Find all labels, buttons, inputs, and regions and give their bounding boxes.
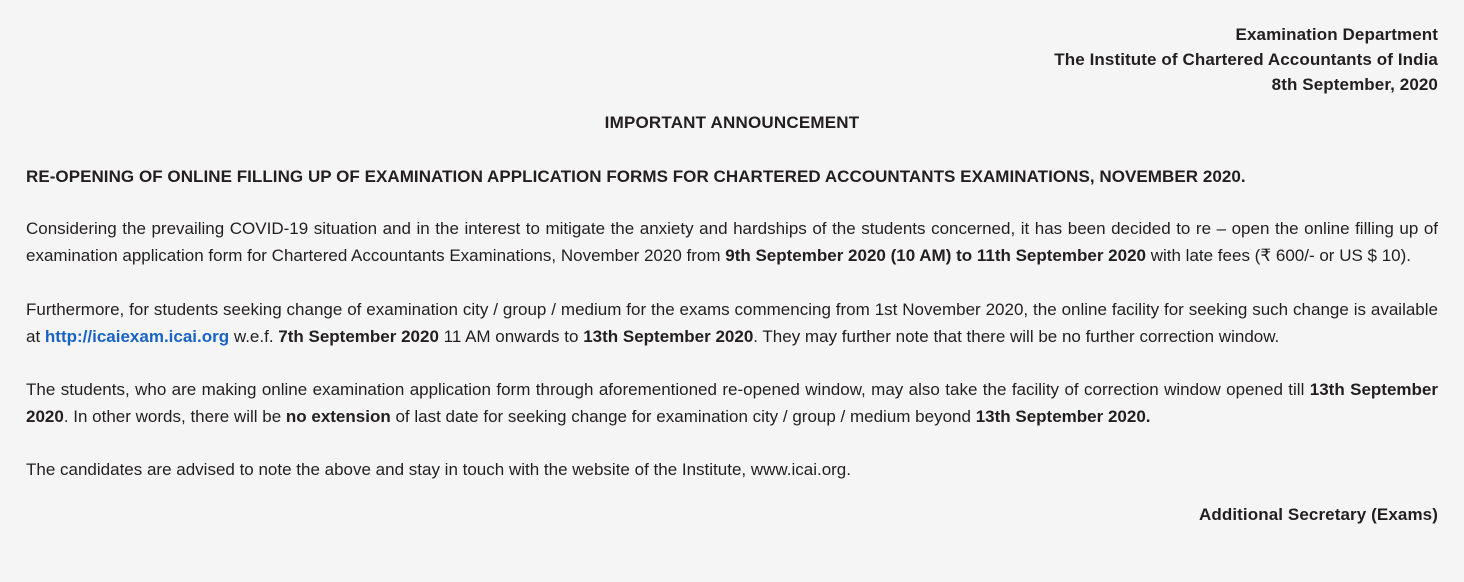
header-date: 8th September, 2020 xyxy=(1271,75,1438,94)
header-department: Examination Department xyxy=(1235,25,1438,44)
paragraph-2-bold-2: 13th September 2020 xyxy=(583,327,754,346)
paragraph-4-text-1: The candidates are advised to note the above and stay in touch with the website of the Institute, www.icai.org. xyxy=(26,460,851,479)
paragraph-3-text-2: . In other words, there will be xyxy=(63,407,286,426)
paragraph-1-text-1: Considering the prevailing COVID-19 situation and in the interest to mitigate the anxiety and hardships of the students concerned, it has been decided to re – open the online filling up of examination application form for Chartered Accountants Examinations, November 2020 from xyxy=(26,219,1438,265)
rupee-symbol: ₹ xyxy=(1260,246,1272,266)
document-header xyxy=(26,22,1438,97)
paragraph-1-text-2: with late fees ( xyxy=(1146,246,1261,265)
paragraph-1-bold-dates: 9th September 2020 (10 AM) to 11th September 2020 xyxy=(725,246,1146,265)
signature-line: Additional Secretary (Exams) xyxy=(1199,505,1438,524)
header-institute: The Institute of Chartered Accountants of India xyxy=(1054,50,1438,69)
paragraph-2-text-1: Furthermore, for students seeking change of examination city / group / medium for the exams commencing from 1st November 2020, the online facility for seeking such change is available at xyxy=(26,300,1438,346)
icaiexam-link[interactable]: http://icaiexam.icai.org xyxy=(44,327,230,346)
paragraph-3-text-1: The students, who are making online examination application form through aforementioned re-opened window, may also take the facility of correction window opened till xyxy=(26,380,1310,399)
paragraph-3-bold-3: 13th September 2020. xyxy=(975,407,1151,426)
paragraph-1 xyxy=(26,215,1438,270)
paragraph-4 xyxy=(26,456,1438,483)
paragraph-3-bold-2: no extension xyxy=(285,407,391,426)
paragraph-1-text-3: 600/- or US $ 10). xyxy=(1271,246,1411,265)
paragraph-3-bold-1: 13th September 2020 xyxy=(26,380,1438,426)
paragraph-2-text-3: 11 AM onwards to xyxy=(438,327,584,346)
paragraph-2-text-2: w.e.f. xyxy=(229,327,279,346)
paragraph-2-bold-1: 7th September 2020 xyxy=(278,327,439,346)
announcement-title: IMPORTANT ANNOUNCEMENT xyxy=(604,113,860,132)
paragraph-2 xyxy=(26,296,1438,350)
paragraph-3-text-3: of last date for seeking change for examination city / group / medium beyond xyxy=(390,407,976,426)
paragraph-3 xyxy=(26,376,1438,430)
subject-line: RE-OPENING OF ONLINE FILLING UP OF EXAMINATION APPLICATION FORMS FOR CHARTERED ACCOUNTANTS EXAMINATIONS, NOVEMBER 2020. xyxy=(26,167,1246,186)
paragraph-2-text-4: . They may further note that there will be no further correction window. xyxy=(753,327,1280,346)
